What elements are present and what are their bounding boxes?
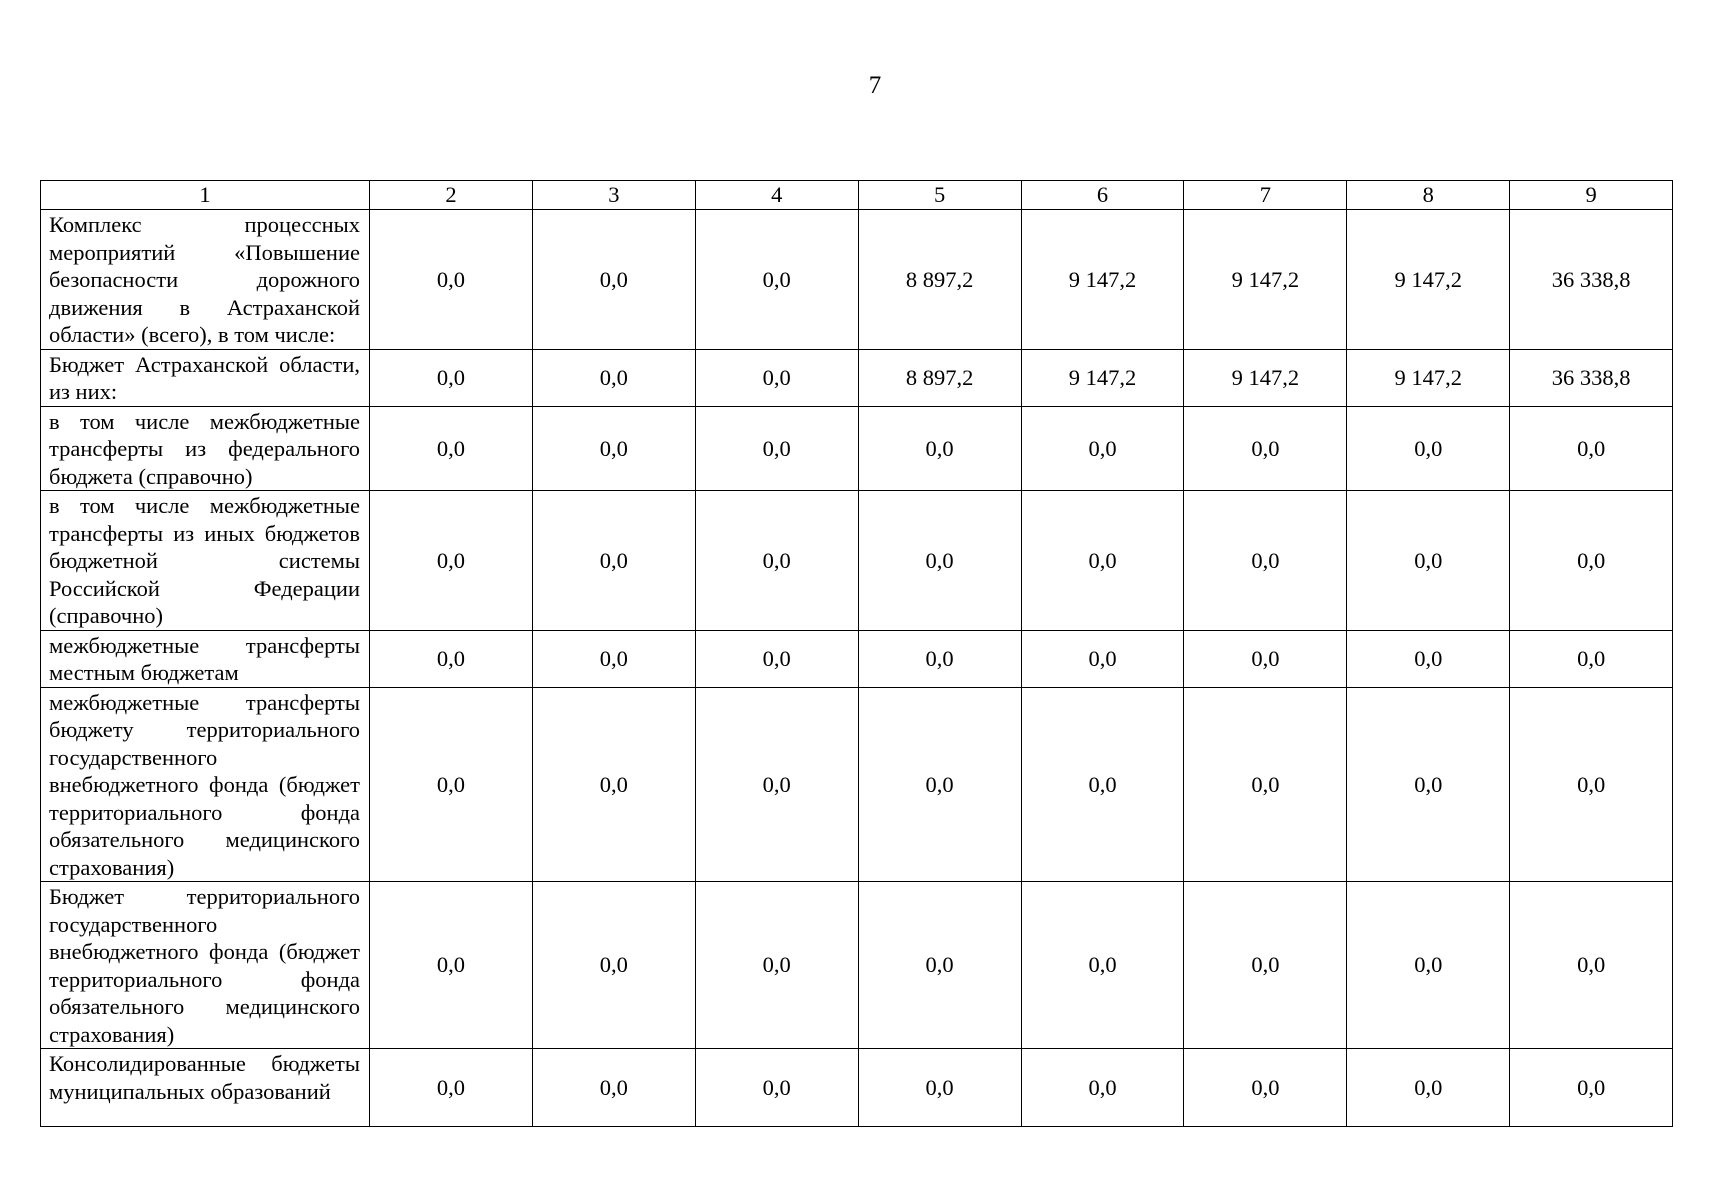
cell-col-7: 0,0 [1184,1049,1347,1127]
cell-col-3: 0,0 [532,882,695,1049]
cell-col-2: 0,0 [370,1049,533,1127]
cell-col-4: 0,0 [695,687,858,882]
cell-col-7: 0,0 [1184,491,1347,631]
cell-col-4: 0,0 [695,349,858,406]
column-header-3: 3 [532,181,695,210]
cell-col-9: 36 338,8 [1510,349,1673,406]
column-header-8: 8 [1347,181,1510,210]
column-header-6: 6 [1021,181,1184,210]
cell-col-7: 9 147,2 [1184,349,1347,406]
cell-col-9: 36 338,8 [1510,210,1673,350]
cell-col-7: 0,0 [1184,630,1347,687]
budget-table [40,180,1673,1127]
cell-col-3: 0,0 [532,630,695,687]
cell-col-3: 0,0 [532,349,695,406]
table-header [41,181,1673,210]
cell-col-4: 0,0 [695,491,858,631]
cell-col-5: 8 897,2 [858,349,1021,406]
cell-col-3: 0,0 [532,406,695,491]
cell-col-4: 0,0 [695,882,858,1049]
cell-col-3: 0,0 [532,491,695,631]
row-label: в том числе межбюджетные трансферты из федерального бюджета (справочно) [41,406,370,491]
table-row [41,491,1673,631]
cell-col-8: 0,0 [1347,687,1510,882]
cell-col-8: 0,0 [1347,1049,1510,1127]
cell-col-8: 0,0 [1347,882,1510,1049]
cell-col-2: 0,0 [370,491,533,631]
cell-col-9: 0,0 [1510,687,1673,882]
column-header-2: 2 [370,181,533,210]
cell-col-6: 0,0 [1021,882,1184,1049]
cell-col-6: 0,0 [1021,630,1184,687]
cell-col-9: 0,0 [1510,1049,1673,1127]
table-row [41,687,1673,882]
cell-col-6: 0,0 [1021,687,1184,882]
cell-col-4: 0,0 [695,630,858,687]
table-row [41,210,1673,350]
cell-col-5: 0,0 [858,882,1021,1049]
cell-col-7: 0,0 [1184,882,1347,1049]
header-row [41,181,1673,210]
cell-col-2: 0,0 [370,882,533,1049]
cell-col-8: 9 147,2 [1347,210,1510,350]
cell-col-6: 0,0 [1021,406,1184,491]
cell-col-2: 0,0 [370,630,533,687]
cell-col-6: 9 147,2 [1021,349,1184,406]
column-header-5: 5 [858,181,1021,210]
table-row [41,1049,1673,1127]
cell-col-5: 0,0 [858,1049,1021,1127]
table-row [41,349,1673,406]
cell-col-6: 9 147,2 [1021,210,1184,350]
row-label: Бюджет территориального государственного внебюджетного фонда (бюджет территориального фонда обязательного медицинского страхования) [41,882,370,1049]
cell-col-5: 0,0 [858,630,1021,687]
row-label: в том числе межбюджетные трансферты из иных бюджетов бюджетной системы Российской Федерации (справочно) [41,491,370,631]
table-row [41,882,1673,1049]
cell-col-5: 0,0 [858,491,1021,631]
row-label: межбюджетные трансферты бюджету территориального государственного внебюджетного фонда (бюджет территориального фонда обязательного медицинского страхования) [41,687,370,882]
cell-col-9: 0,0 [1510,491,1673,631]
column-header-9: 9 [1510,181,1673,210]
table-row [41,630,1673,687]
column-header-7: 7 [1184,181,1347,210]
cell-col-2: 0,0 [370,406,533,491]
cell-col-7: 9 147,2 [1184,210,1347,350]
cell-col-3: 0,0 [532,210,695,350]
cell-col-8: 9 147,2 [1347,349,1510,406]
cell-col-8: 0,0 [1347,491,1510,631]
column-header-1: 1 [41,181,370,210]
cell-col-7: 0,0 [1184,687,1347,882]
cell-col-5: 8 897,2 [858,210,1021,350]
cell-col-7: 0,0 [1184,406,1347,491]
cell-col-2: 0,0 [370,349,533,406]
cell-col-9: 0,0 [1510,882,1673,1049]
column-header-4: 4 [695,181,858,210]
row-label: Бюджет Астраханской области, из них: [41,349,370,406]
table-row [41,406,1673,491]
page-number: 7 [868,72,882,99]
cell-col-2: 0,0 [370,687,533,882]
cell-col-9: 0,0 [1510,630,1673,687]
cell-col-5: 0,0 [858,406,1021,491]
row-label: Консолидированные бюджеты муниципальных образований [41,1049,370,1127]
cell-col-4: 0,0 [695,406,858,491]
table-body [41,210,1673,1127]
cell-col-4: 0,0 [695,210,858,350]
cell-col-9: 0,0 [1510,406,1673,491]
cell-col-5: 0,0 [858,687,1021,882]
cell-col-4: 0,0 [695,1049,858,1127]
cell-col-6: 0,0 [1021,1049,1184,1127]
cell-col-2: 0,0 [370,210,533,350]
cell-col-6: 0,0 [1021,491,1184,631]
row-label: Комплекс процессных мероприятий «Повышение безопасности дорожного движения в Астраханской области» (всего), в том числе: [41,210,370,350]
cell-col-3: 0,0 [532,1049,695,1127]
row-label: межбюджетные трансферты местным бюджетам [41,630,370,687]
cell-col-3: 0,0 [532,687,695,882]
cell-col-8: 0,0 [1347,406,1510,491]
cell-col-8: 0,0 [1347,630,1510,687]
